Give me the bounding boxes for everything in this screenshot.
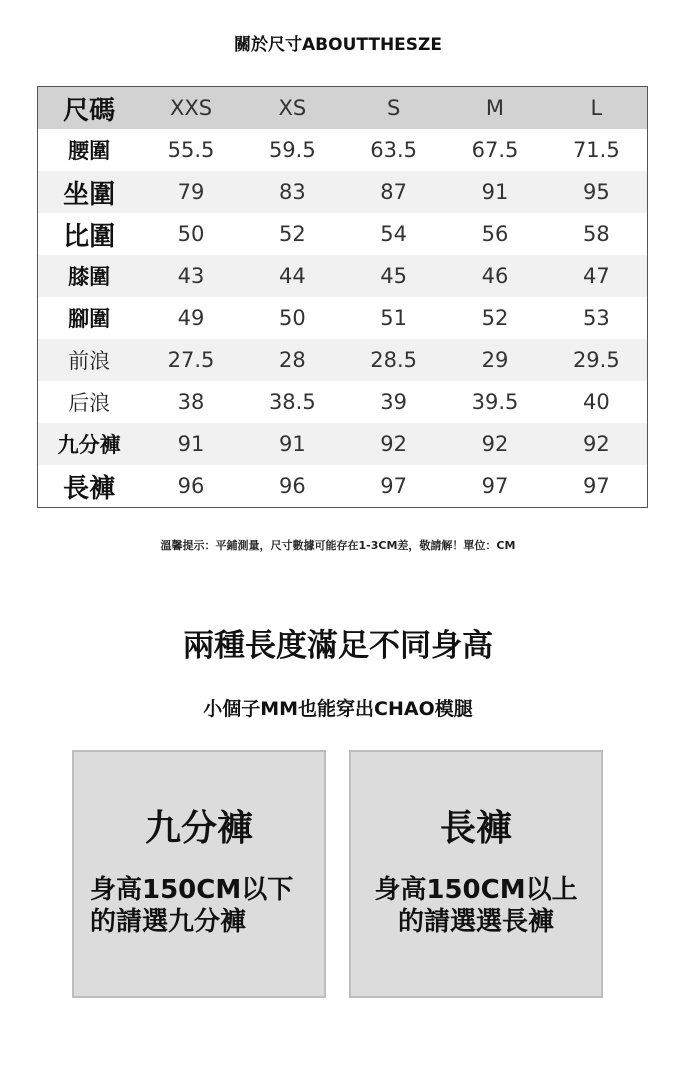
row-label-back-rise: 后浪 xyxy=(68,391,111,415)
cropped-pants-card xyxy=(72,750,326,998)
size-header-xs: XS xyxy=(242,87,343,130)
table-cell: 54 xyxy=(380,222,408,246)
card-title: 九分褲 xyxy=(144,808,253,849)
table-cell: 38 xyxy=(177,390,205,414)
table-cell: 39 xyxy=(380,390,408,414)
table-cell: 28.5 xyxy=(343,339,444,381)
row-label-front-rise: 前浪 xyxy=(38,339,141,381)
size-header-l: L xyxy=(546,87,648,130)
table-cell: 96 xyxy=(278,474,306,498)
card-title: 長褲 xyxy=(439,808,512,849)
size-chart-title: 關於尺寸ABOUTTHESZE xyxy=(234,35,442,55)
row-label-waist: 腰圍 xyxy=(68,139,111,163)
table-row xyxy=(38,129,648,171)
table-cell: 29 xyxy=(444,339,545,381)
table-cell: 63.5 xyxy=(370,138,418,162)
table-cell: 43 xyxy=(140,255,241,297)
table-cell: 87 xyxy=(343,171,444,213)
table-cell: 45 xyxy=(343,255,444,297)
table-cell: 96 xyxy=(177,474,205,498)
row-label-knee: 膝圍 xyxy=(38,255,141,297)
table-cell: 71.5 xyxy=(572,138,620,162)
row-label-full-length: 長褲 xyxy=(63,473,116,504)
table-cell: 91 xyxy=(444,171,545,213)
full-length-pants-card xyxy=(349,750,603,998)
measurement-note: 溫馨提示：平鋪測量，尺寸數據可能存在1-3CM差，敬請解！單位：CM xyxy=(160,539,516,552)
table-cell: 38.5 xyxy=(268,390,316,414)
table-row xyxy=(38,465,648,508)
table-cell: 97 xyxy=(481,474,509,498)
table-row xyxy=(38,381,648,423)
table-cell: 97 xyxy=(380,474,408,498)
table-cell: 55.5 xyxy=(167,138,215,162)
table-cell: 50 xyxy=(177,222,205,246)
table-cell: 92 xyxy=(343,423,444,465)
size-table xyxy=(37,86,648,508)
size-table-header-row xyxy=(38,87,648,130)
table-cell: 29.5 xyxy=(546,339,648,381)
table-row xyxy=(38,297,648,339)
length-section-title: 兩種長度滿足不同身高 xyxy=(183,628,493,664)
table-cell: 97 xyxy=(582,474,610,498)
table-cell: 44 xyxy=(242,255,343,297)
table-cell: 95 xyxy=(546,171,648,213)
table-cell: 51 xyxy=(380,306,408,330)
table-row xyxy=(38,339,648,381)
table-cell: 27.5 xyxy=(140,339,241,381)
row-label-hip: 坐圍 xyxy=(38,171,141,213)
card-description: 身高150CM以下 的請選九分褲 xyxy=(90,875,294,937)
table-cell: 67.5 xyxy=(471,138,519,162)
size-header-s: S xyxy=(343,87,444,130)
table-cell: 52 xyxy=(481,306,509,330)
table-cell: 83 xyxy=(242,171,343,213)
table-cell: 58 xyxy=(582,222,610,246)
table-cell: 91 xyxy=(242,423,343,465)
table-cell: 49 xyxy=(177,306,205,330)
table-cell: 39.5 xyxy=(471,390,519,414)
table-cell: 91 xyxy=(140,423,241,465)
table-cell: 79 xyxy=(140,171,241,213)
table-row xyxy=(38,213,648,255)
table-cell: 46 xyxy=(444,255,545,297)
table-row xyxy=(38,171,648,213)
table-cell: 40 xyxy=(582,390,610,414)
table-cell: 50 xyxy=(278,306,306,330)
length-section-subtitle: 小個子MM也能穿出CHAO模腿 xyxy=(203,698,473,720)
size-header-m: M xyxy=(444,87,545,130)
table-cell: 92 xyxy=(546,423,648,465)
card-description: 身高150CM以上 的請選選長褲 xyxy=(374,875,578,937)
size-header-label: 尺碼 xyxy=(38,87,141,130)
table-cell: 53 xyxy=(582,306,610,330)
table-row xyxy=(38,423,648,465)
table-cell: 59.5 xyxy=(268,138,316,162)
table-cell: 52 xyxy=(278,222,306,246)
table-cell: 47 xyxy=(546,255,648,297)
row-label-hem: 腳圍 xyxy=(68,307,111,331)
row-label-thigh: 比圍 xyxy=(63,221,116,252)
size-header-xxs: XXS xyxy=(140,87,241,130)
table-cell: 92 xyxy=(444,423,545,465)
table-cell: 28 xyxy=(242,339,343,381)
table-row xyxy=(38,255,648,297)
table-cell: 56 xyxy=(481,222,509,246)
row-label-cropped-length: 九分褲 xyxy=(38,423,141,465)
